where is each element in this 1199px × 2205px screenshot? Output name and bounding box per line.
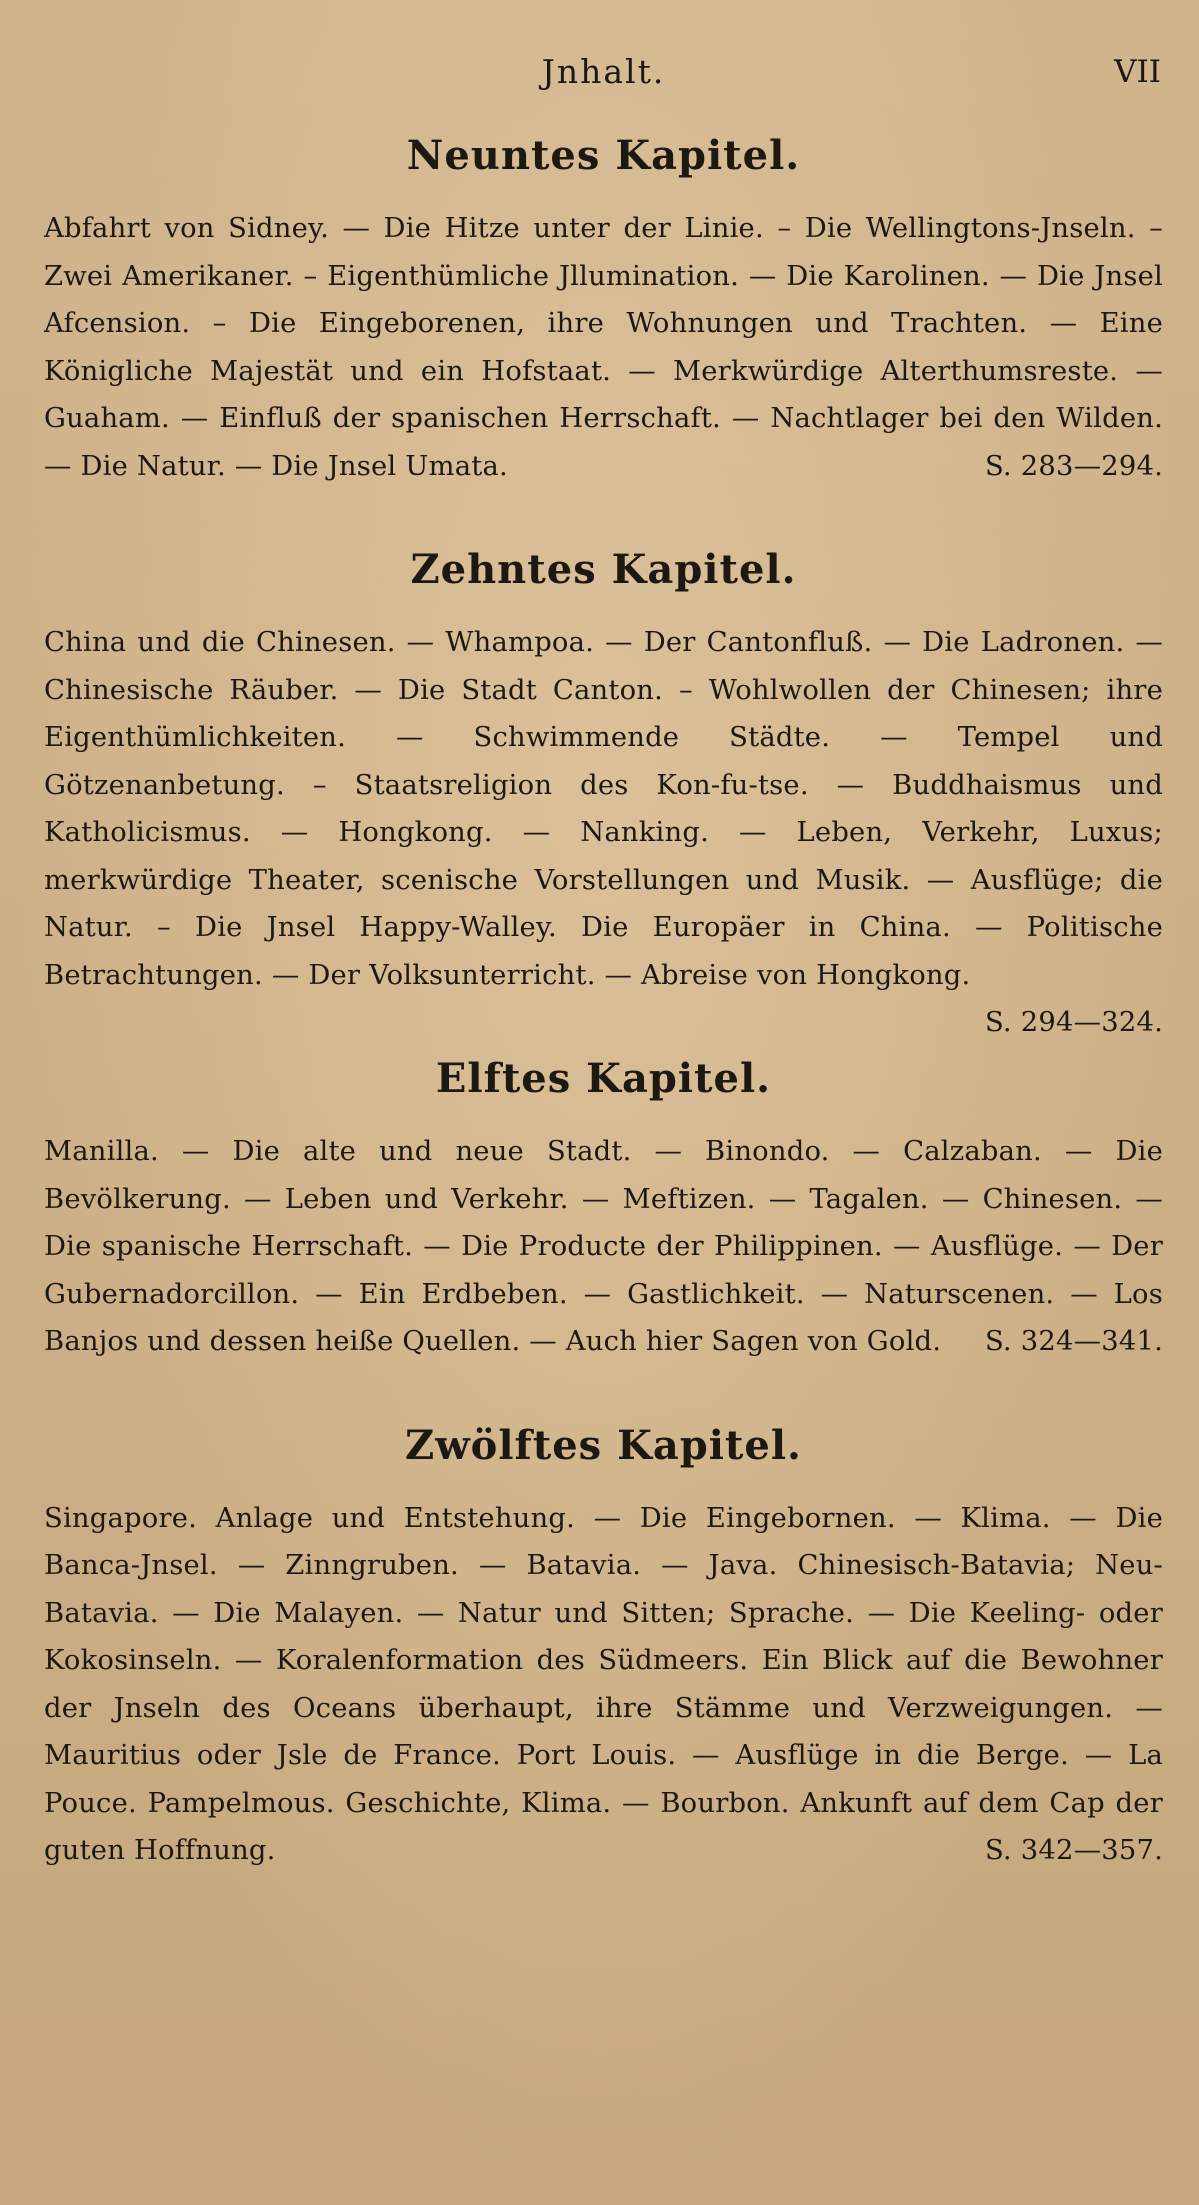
chapter-title: Elftes Kapitel. [435, 1055, 772, 1102]
chapter-summary [44, 619, 1163, 1038]
chapter-11 [44, 1055, 1163, 1366]
page-range: S. 342—357. [984, 1835, 1163, 1866]
chapter-10 [44, 546, 1163, 1038]
chapter-summary-text: Singapore. Anlage und Entstehung. — Die Eingebornen. — Klima. — Die Banca-Jnsel. — Zinngruben. — Batavia. — Java. Chinesisch-Batavia; Neu-Batavia. — Die Malayen. — Natur und Sitten; Sprache. — Die Keeling- oder Kokosinseln. — Koralenformation des Südmeers. Ein Blick auf die Bewohner der Jnseln des Oceans überhaupt, ihre Stämme und Verzweigungen. — Mauritius oder Jsle de France. Port Louis. — Ausflüge in die Berge. — La Pouce. Pampelmous. Geschichte, Klima. — Bourbon. Ankunft auf dem Cap der guten Hoffnung. [44, 1502, 1163, 1866]
chapter-title: Zwölftes Kapitel. [405, 1421, 802, 1469]
chapter-summary [44, 205, 1163, 490]
page-header [44, 52, 1163, 122]
running-title: Jnhalt. [541, 52, 666, 91]
chapter-9 [44, 132, 1163, 490]
chapter-summary-text: China und die Chinesen. — Whampoa. — Der Cantonfluß. — Die Ladronen. — Chinesische Räuber. — Die Stadt Canton. – Wohlwollen der Chinesen; ihre Eigenthümlichkeiten. — Schwimmende Städte. — Tempel und Götzenanbetung. – Staatsreligion des Kon-fu-tse. — Buddhaismus und Katholicismus. — Hongkong. — Nanking. — Leben, Verkehr, Luxus; merkwürdige Theater, scenische Vorstellungen und Musik. — Ausflüge; die Natur. – Die Jnsel Happy-Walley. Die Europäer in China. — Politische Betrachtungen. — Der Volksunterricht. — Abreise von Hongkong. [44, 627, 1163, 991]
chapter-title: Neuntes Kapitel. [406, 132, 801, 179]
chapter-summary-text: Manilla. — Die alte und neue Stadt. — Binondo. — Calzaban. — Die Bevölkerung. — Leben und Verkehr. — Meftizen. — Tagalen. — Chinesen. — Die spanische Herrschaft. — Die Producte der Philippinen. — Ausflüge. — Der Gubernadorcillon. — Ein Erdbeben. — Gastlichkeit. — Naturscenen. — Los Banjos und dessen heiße Quellen. — Auch hier Sagen von Gold. [44, 1136, 1163, 1357]
page-range: S. 324—341. [984, 1326, 1163, 1357]
chapter-title: Zehntes Kapitel. [410, 546, 797, 593]
page-range: S. 294—324. [984, 1007, 1163, 1038]
chapter-summary [44, 1128, 1163, 1366]
chapter-12 [44, 1422, 1163, 1875]
page-range: S. 283—294. [984, 450, 1163, 482]
chapter-summary [44, 1495, 1163, 1875]
chapter-summary-text: Abfahrt von Sidney. — Die Hitze unter der Linie. – Die Wellingtons-Jnseln. – Zwei Amerikaner. – Eigenthümliche Jllumination. — Die Karolinen. — Die Jnsel Afcension. – Die Eingeborenen, ihre Wohnungen und Trachten. — Eine Königliche Majestät und ein Hofstaat. — Merkwürdige Alterthumsreste. — Guaham. — Einfluß der spanischen Herrschaft. — Nachtlager bei den Wilden. — Die Natur. — Die Jnsel Umata. [44, 213, 1163, 482]
page-number: VII [1114, 54, 1161, 90]
